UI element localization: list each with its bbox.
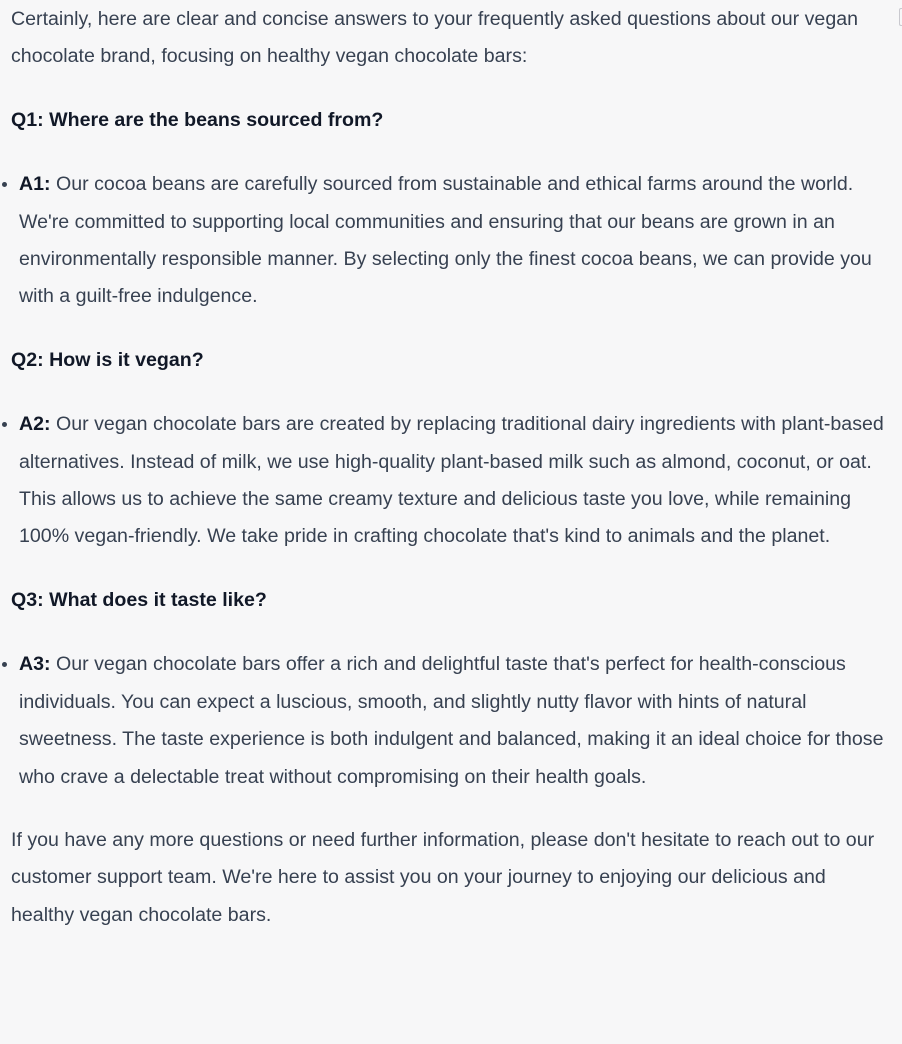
faq-answer-2 — [19, 406, 891, 556]
faq-answer-list-1 — [11, 166, 891, 316]
answer-label-3: A3: — [19, 653, 51, 676]
outro-paragraph: If you have any more questions or need further information, please don't hesitate to reach out to our customer support team. We're here to assist you on your journey to enjoying our delicious and healthy vegan chocolate bars. — [11, 828, 875, 926]
message-content — [11, 1, 891, 934]
faq-answer-3 — [19, 646, 891, 796]
bullet-icon — [2, 182, 7, 187]
answer-text-1: Our cocoa beans are carefully sourced from sustainable and ethical farms around the world. We're committed to supporting local communities and ensuring that our beans are grown in an environmentally responsible manner. By selecting only the finest cocoa beans, we can provide you with a guilt-free indulgence. — [19, 173, 872, 308]
bullet-icon — [2, 662, 7, 667]
answer-text-2: Our vegan chocolate bars are created by replacing traditional dairy ingredients with plant-based alternatives. Instead of milk, we use high-quality plant-based milk such as almond, coconut, or oat. This allows us to achieve the same creamy texture and delicious taste you love, while remaining 100% vegan-friendly. We take pride in crafting chocolate that's kind to animals and the planet. — [19, 413, 884, 548]
answer-label-1: A1: — [19, 173, 51, 196]
faq-answer-1 — [19, 166, 891, 316]
bullet-icon — [2, 422, 7, 427]
faq-answer-list-2 — [11, 406, 891, 556]
intro-paragraph: Certainly, here are clear and concise answers to your frequently asked questions about our vegan chocolate brand, focusing on healthy vegan chocolate bars: — [11, 8, 859, 68]
answer-label-2: A2: — [19, 413, 51, 436]
faq-question-3: Q3: What does it taste like? — [11, 588, 267, 611]
faq-answer-list-3 — [11, 646, 891, 796]
faq-question-2: Q2: How is it vegan? — [11, 348, 204, 371]
answer-text-3: Our vegan chocolate bars offer a rich and delightful taste that's perfect for health-conscious individuals. You can expect a luscious, smooth, and slightly nutty flavor with hints of natural sweetness. The taste experience is both indulgent and balanced, making it an ideal choice for those who crave a delectable treat without compromising on their health goals. — [19, 653, 884, 788]
faq-question-1: Q1: Where are the beans sourced from? — [11, 108, 384, 131]
